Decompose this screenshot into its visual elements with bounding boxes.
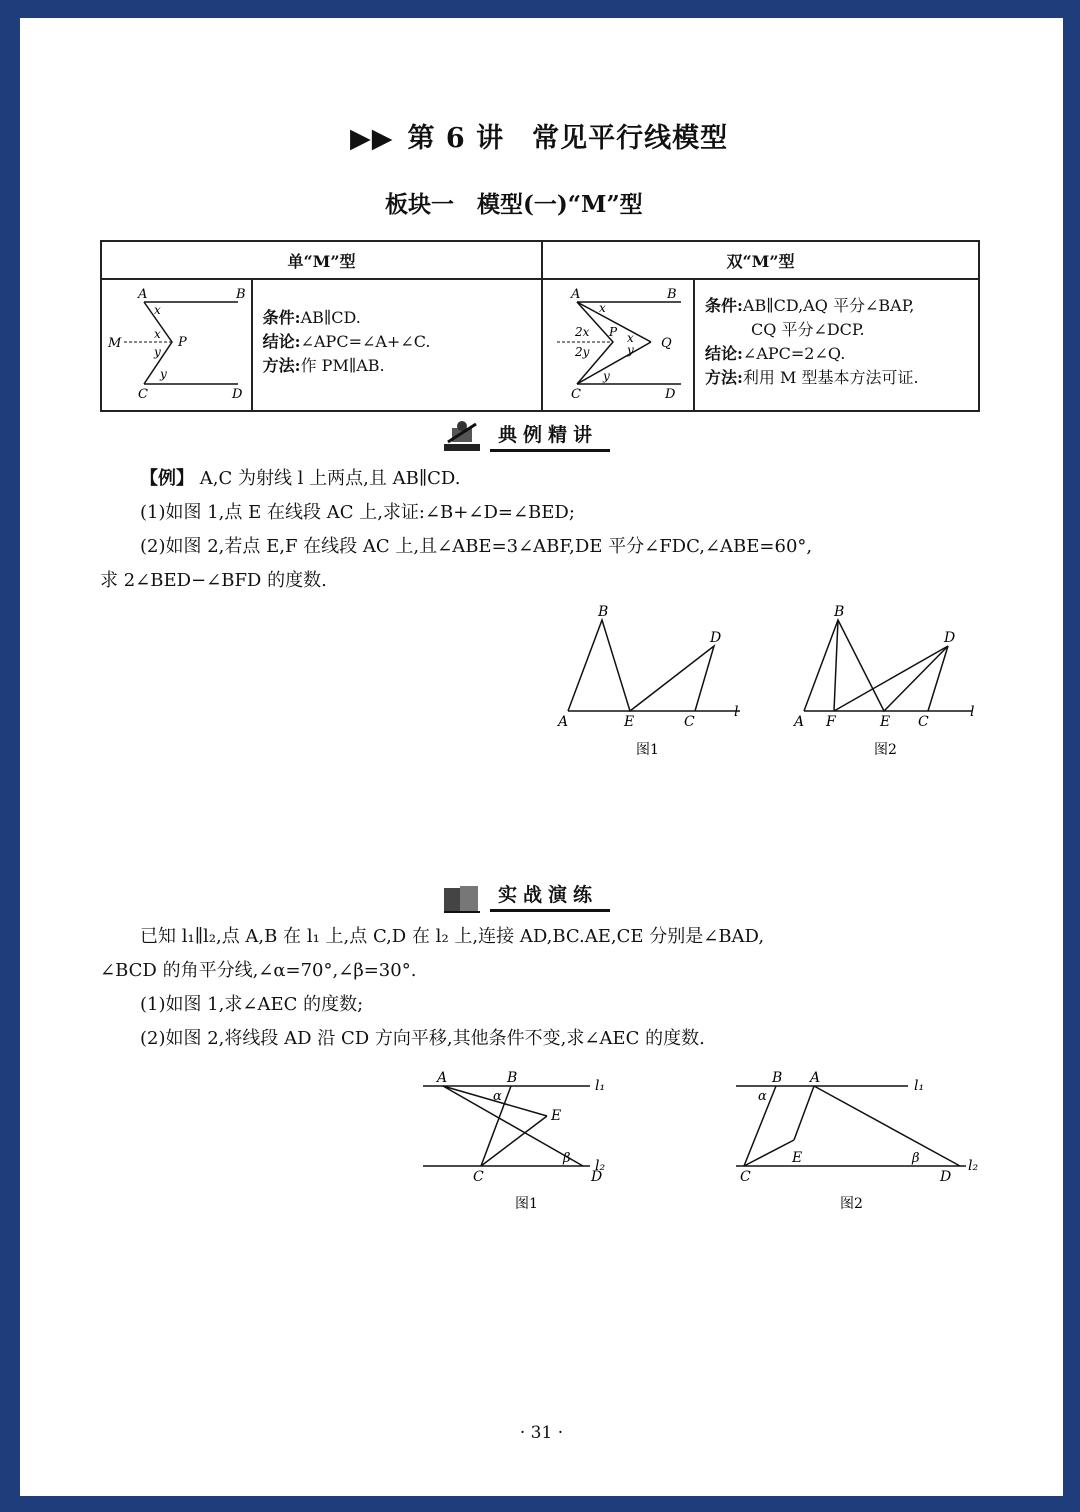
practice-figure-1 [415,1068,645,1218]
svg-text:D: D [710,630,722,646]
svg-text:D: D [940,1169,952,1185]
svg-text:A: A [437,1070,448,1086]
practice-fig1-caption: 图1 [515,1196,538,1212]
svg-text:A: A [794,714,805,730]
svg-text:E: E [792,1150,803,1166]
svg-text:x: x [154,327,161,341]
example-figure-2 [790,598,990,768]
svg-text:C: C [918,714,929,730]
svg-text:C: C [684,714,695,730]
svg-text:B: B [772,1070,783,1086]
svg-text:E: E [880,714,891,730]
svg-text:P: P [609,325,618,339]
svg-text:M: M [108,336,122,351]
svg-text:x: x [599,301,606,315]
practice-fig2-caption: 图2 [840,1196,863,1212]
example-fig1-caption: 图1 [636,742,659,758]
svg-text:D: D [232,387,243,402]
practice-banner-label: 实战演练 [490,880,610,912]
svg-text:B: B [667,287,677,302]
practice-figure-2 [728,1068,998,1218]
svg-text:F: F [826,714,836,730]
chapter-title-text: 第 6 讲 常见平行线模型 [407,123,729,154]
double-m-text-cell: 条件:AB∥CD,AQ 平分∠BAP, CQ 平分∠DCP. 结论:∠APC=2∠Q. 方法:利用 M 型基本方法可证. [694,279,979,411]
table-header-double: 双“M”型 [542,241,979,279]
svg-text:y: y [160,367,167,381]
example-banner [440,416,610,456]
svg-text:D: D [591,1169,603,1185]
page [20,18,1063,1496]
single-m-diagram [102,280,250,406]
svg-text:C: C [740,1169,751,1185]
example-fig2-caption: 图2 [874,742,897,758]
svg-text:D: D [944,630,956,646]
table-header-single: 单“M”型 [101,241,542,279]
svg-text:α: α [758,1089,767,1104]
svg-text:B: B [834,604,845,620]
svg-text:α: α [493,1089,502,1104]
svg-text:A: A [138,287,148,302]
svg-text:B: B [598,604,609,620]
svg-text:x: x [627,331,634,345]
svg-text:2x: 2x [575,325,590,339]
svg-text:y: y [154,345,161,359]
example-figure-1 [550,598,750,768]
svg-text:l₁: l₁ [595,1078,606,1094]
svg-text:A: A [558,714,569,730]
example-banner-label: 典例精讲 [490,420,610,452]
svg-text:A: A [571,287,581,302]
model-table [100,240,980,412]
practice-text: 已知 l₁∥l₂,点 A,B 在 l₁ 上,点 C,D 在 l₂ 上,连接 AD,BC.AE,CE 分别是∠BAD, ∠BCD 的角平分线,∠α=70°,∠β=30°. (1)如图 1,求∠AEC 的度数; (2)如图 2,将线段 AD 沿 CD 方向平移,其他条件不变,求∠AEC 的度数. [100,926,765,1049]
svg-text:D: D [665,387,676,402]
chapter-title [350,116,728,155]
svg-text:l₁: l₁ [914,1078,925,1094]
svg-text:A: A [810,1070,821,1086]
svg-text:C: C [571,387,581,402]
svg-text:E: E [624,714,635,730]
svg-text:2y: 2y [575,345,590,359]
example-text: 【例】 A,C 为射线 l 上两点,且 AB∥CD. (1)如图 1,点 E 在线段 AC 上,求证:∠B+∠D=∠BED; (2)如图 2,若点 E,F 在线段 AC 上,且∠ABE=3∠ABF,DE 平分∠FDC,∠ABE=60°, 求 2∠BED−∠BFD 的度数. [100,468,813,591]
single-m-text-cell: 条件:AB∥CD. 结论:∠APC=∠A+∠C. 方法:作 PM∥AB. [252,279,542,411]
svg-text:x: x [154,303,161,317]
double-m-figure-cell [542,279,694,411]
telescope-icon [440,418,484,454]
double-m-diagram [543,280,693,406]
page-number: · 31 · [519,1423,564,1443]
double-arrow-icon: ▶▶ [350,123,394,154]
section-title: 板块一 模型(一)“M”型 [385,191,643,218]
svg-text:C: C [138,387,148,402]
svg-text:y: y [603,369,610,383]
svg-text:l₂: l₂ [595,1158,606,1174]
svg-text:β: β [912,1151,920,1166]
svg-text:B: B [507,1070,518,1086]
svg-text:B: B [236,287,246,302]
svg-text:E: E [551,1108,562,1124]
svg-text:C: C [473,1169,484,1185]
svg-text:l₂: l₂ [968,1158,979,1174]
practice-banner [440,876,610,916]
svg-text:l: l [734,704,739,720]
svg-text:P: P [178,335,187,350]
svg-text:l: l [970,704,975,720]
svg-text:β: β [563,1151,571,1166]
svg-text:y: y [627,343,634,357]
svg-text:Q: Q [661,336,672,351]
books-icon [440,878,484,914]
single-m-figure-cell [101,279,252,411]
